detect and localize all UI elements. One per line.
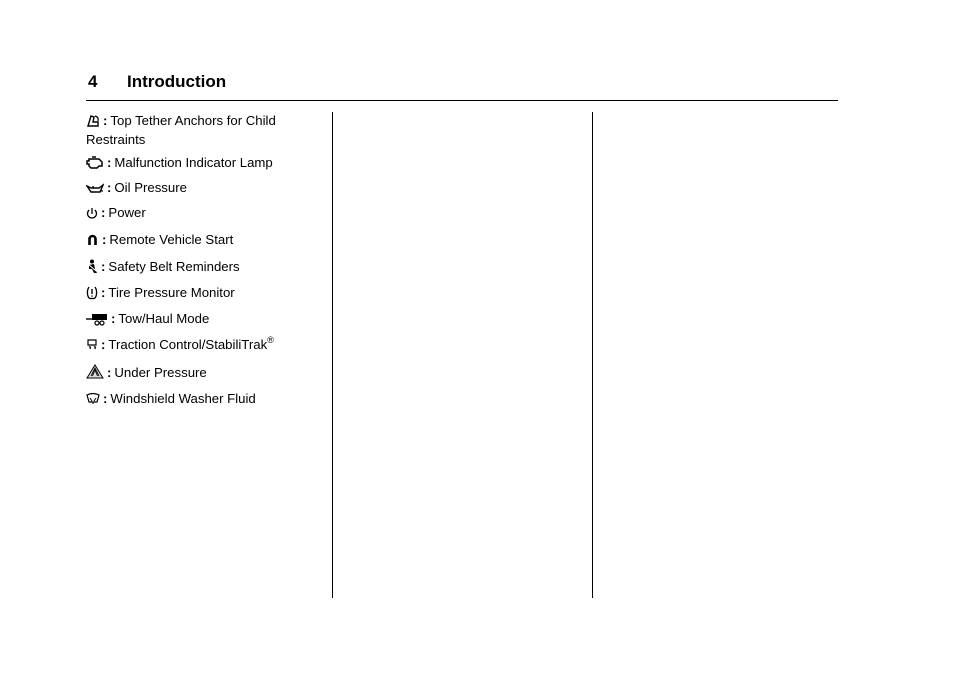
entry-label: Windshield Washer Fluid [110, 391, 256, 406]
entry-label: Malfunction Indicator Lamp [114, 155, 273, 170]
colon: : [102, 232, 107, 247]
list-item [86, 285, 316, 304]
traction-control-icon [86, 338, 98, 356]
list-item [86, 311, 316, 330]
colon: : [107, 365, 112, 380]
list-item [86, 155, 316, 174]
seatbelt-person-icon [86, 259, 98, 278]
entry-label: Remote Vehicle Start [109, 232, 234, 247]
colon: : [103, 113, 108, 128]
entry-label: Traction Control/StabiliTrak [108, 337, 268, 352]
washer-fluid-icon [86, 393, 100, 410]
page-number: 4 [88, 72, 98, 91]
list-item [86, 259, 316, 278]
colon: : [107, 155, 112, 170]
section-title: Introduction [127, 72, 227, 91]
page-header [86, 72, 838, 101]
entry-label: Under Pressure [114, 365, 207, 380]
entry-label: Oil Pressure [114, 180, 187, 195]
colon: : [101, 337, 106, 352]
colon: : [103, 391, 108, 406]
power-button-icon [86, 207, 98, 224]
entry-label: Safety Belt Reminders [108, 259, 240, 274]
column-divider [592, 112, 593, 598]
child-seat-tether-icon [86, 114, 100, 132]
list-item [86, 364, 316, 384]
entry-label: Power [108, 205, 146, 220]
list-item [86, 232, 316, 251]
tow-haul-icon [86, 313, 108, 330]
oil-can-icon [86, 183, 104, 199]
tire-pressure-icon [86, 286, 98, 304]
list-item [86, 205, 316, 224]
colon: : [111, 311, 116, 326]
entry-label: Tire Pressure Monitor [108, 285, 235, 300]
colon: : [101, 205, 106, 220]
list-item [86, 391, 316, 410]
colon: : [101, 285, 106, 300]
column-divider [332, 112, 333, 598]
registered-mark: ® [267, 335, 274, 345]
engine-check-icon [86, 155, 104, 174]
entry-label: Top Tether Anchors for Child Restraints [86, 113, 276, 147]
list-item [86, 180, 316, 199]
remote-start-icon [86, 233, 99, 251]
symbol-list [86, 113, 316, 406]
entry-label: Tow/Haul Mode [118, 311, 210, 326]
colon: : [107, 180, 112, 195]
colon: : [101, 259, 106, 274]
under-pressure-icon [86, 364, 104, 384]
list-item [86, 337, 316, 356]
list-item [86, 113, 316, 148]
